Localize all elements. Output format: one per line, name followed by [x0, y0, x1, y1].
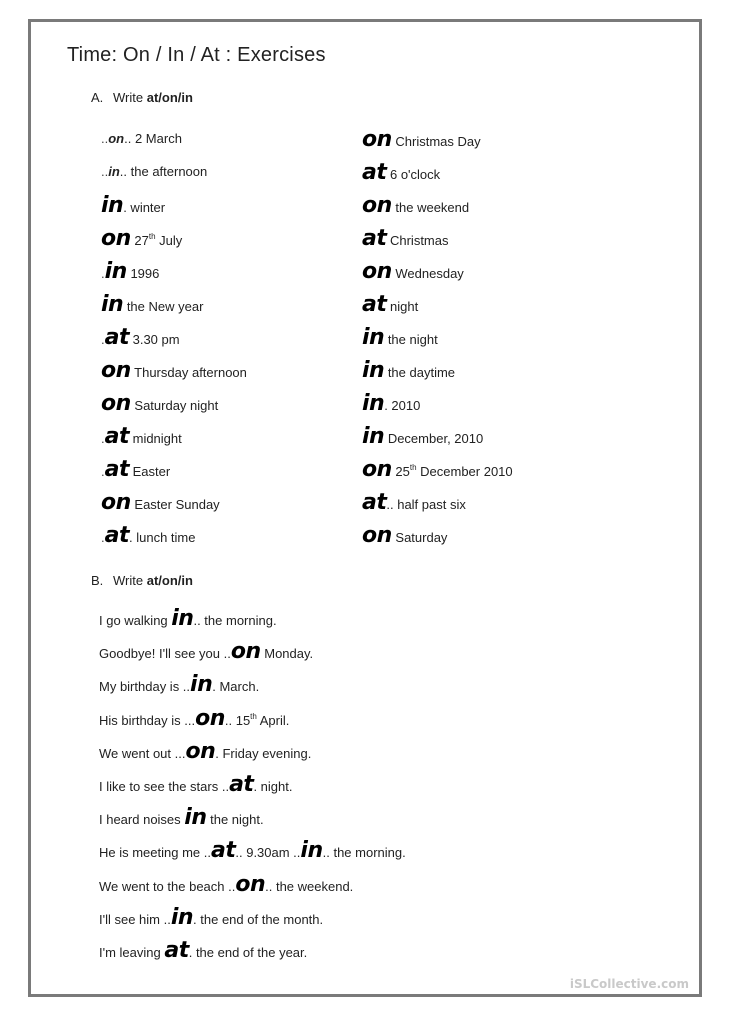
item-text: . lunch time [129, 530, 196, 545]
answer-word: on [101, 490, 131, 515]
section-b-bold: at/on/in [146, 573, 193, 588]
superscript: th [250, 711, 257, 721]
sentence-text: I heard noises [99, 812, 185, 828]
section-a-bold: at/on/in [146, 90, 193, 105]
item-text: Wednesday [391, 266, 464, 281]
right-column-item [362, 160, 441, 185]
item-text: 3.30 pm [129, 332, 180, 347]
dots: . [101, 530, 105, 545]
answer-word: in [362, 358, 385, 383]
answer-word: on [101, 226, 131, 251]
left-column-item [101, 424, 182, 449]
answer-word: in [190, 672, 213, 698]
item-text: 27 [130, 233, 149, 248]
answer-word: at [211, 838, 236, 864]
item-text: the daytime [384, 365, 456, 380]
sentence-text: I'm leaving [99, 945, 165, 960]
right-column-item [362, 523, 448, 548]
right-column-item [362, 490, 466, 515]
sentence-text: We went out ... [99, 745, 186, 761]
section-b-number: B. [91, 573, 104, 588]
sentence-text: . March. [212, 679, 260, 695]
sentence-item [99, 639, 314, 665]
item-text: .. half past six [386, 497, 466, 512]
left-column-item [101, 292, 204, 317]
left-column-item [101, 226, 183, 251]
dots: . [101, 464, 105, 479]
answer-word: at [362, 226, 387, 251]
right-column-item [362, 424, 484, 449]
answer-word: in [104, 259, 127, 284]
page-title: Time: On / In / At : Exercises [67, 44, 326, 66]
item-text: Saturday [391, 530, 448, 545]
answer-word: in [300, 838, 323, 864]
sentence-text: My birthday is .. [99, 679, 191, 695]
sentence-item [99, 871, 354, 897]
sentence-text: His birthday is ... [99, 712, 196, 728]
answer-word: at [104, 457, 129, 482]
left-column-item [101, 131, 182, 149]
item-text: . 2010 [384, 398, 421, 413]
answer-word: at [104, 523, 129, 548]
item-text: Christmas [386, 233, 449, 248]
answer-word: on [235, 871, 266, 897]
answer-word: on [108, 131, 125, 146]
section-b-prefix: Write [113, 573, 147, 588]
answer-word: on [362, 193, 392, 218]
answer-word: on [362, 127, 392, 152]
superscript: th [409, 463, 417, 472]
right-column-item [362, 358, 456, 383]
sentence-text: . the end of the month. [193, 911, 324, 927]
item-text: .. 2 March [124, 131, 182, 146]
right-column-item [362, 292, 419, 317]
answer-word: in [170, 904, 194, 930]
sentence-text: He is meeting me .. [99, 845, 211, 861]
sentence-item [99, 772, 293, 797]
item-text: .. the afternoon [119, 164, 208, 179]
sentence-item [99, 606, 277, 631]
item-text: night [386, 299, 419, 314]
left-column-item [101, 358, 247, 383]
left-column-item [101, 391, 219, 416]
sentence-text: . Friday evening. [215, 745, 312, 761]
answer-word: in [101, 292, 124, 317]
right-column-item [362, 391, 421, 416]
watermark: iSLCollective.com [569, 977, 689, 991]
item-text: Thursday afternoon [130, 365, 247, 380]
sentence-text: I go walking [99, 613, 172, 628]
sentence-item [99, 672, 260, 698]
dots: .. [101, 131, 109, 146]
dots: .. [101, 164, 109, 179]
right-column-item [362, 457, 513, 482]
item-text: Christmas Day [391, 134, 481, 149]
left-column-item [101, 490, 220, 515]
sentence-text: the night. [206, 812, 264, 828]
answer-word: in [101, 193, 124, 218]
sentence-text: .. the morning. [193, 613, 277, 628]
answer-word: on [362, 523, 392, 548]
answer-word: on [101, 358, 131, 383]
item-text-tail: December 2010 [416, 464, 513, 479]
superscript: th [148, 232, 156, 241]
right-column-item [362, 193, 470, 218]
sentence-text: .. the morning. [322, 845, 406, 861]
sentence-text: .. 15 [224, 712, 251, 728]
answer-word: at [104, 325, 129, 350]
sentence-text: I like to see the stars .. [99, 779, 230, 794]
sentence-item [99, 938, 308, 963]
answer-word: at [164, 938, 189, 963]
answer-word: at [362, 490, 387, 515]
answer-word: in [184, 805, 207, 831]
left-column-item [101, 325, 180, 350]
item-text: the New year [123, 299, 204, 314]
dots: . [101, 266, 105, 281]
sentence-text: . night. [253, 779, 293, 794]
answer-word: on [362, 457, 392, 482]
item-text: Saturday night [130, 398, 219, 413]
answer-word: in [362, 325, 385, 350]
item-text: 1996 [126, 266, 160, 281]
right-column-item [362, 127, 481, 152]
sentence-text: Goodbye! I'll see you .. [99, 646, 231, 662]
left-column-item [101, 259, 160, 284]
answer-word: on [185, 738, 216, 764]
section-a-prefix: Write [113, 90, 147, 105]
answer-word: in [362, 424, 385, 449]
sentence-text: I'll see him .. [99, 911, 171, 927]
answer-word: at [362, 292, 387, 317]
sentence-item [99, 705, 290, 731]
right-column-item [362, 259, 464, 284]
item-text: 6 o'clock [386, 167, 441, 182]
sentence-text: . the end of the year. [188, 945, 308, 960]
sentence-text: .. 9.30am .. [235, 845, 301, 861]
sentence-item [99, 838, 406, 864]
dots: . [101, 332, 105, 347]
sentence-item [99, 904, 324, 930]
sentence-text: Monday. [260, 646, 314, 662]
dots: . [101, 431, 105, 446]
answer-word: at [362, 160, 387, 185]
section-a-heading [91, 90, 193, 105]
left-column-item [101, 193, 166, 218]
answer-word: on [195, 705, 225, 731]
left-column-item [101, 457, 171, 482]
sentence-text: .. the weekend. [265, 878, 354, 894]
answer-word: at [229, 772, 254, 797]
item-text: December, 2010 [384, 431, 484, 446]
sentence-text: We went to the beach .. [99, 878, 236, 894]
right-column-item [362, 226, 449, 251]
item-text: midnight [129, 431, 182, 446]
answer-word: in [362, 391, 385, 416]
answer-word: in [108, 164, 120, 179]
item-text-tail: July [155, 233, 183, 248]
item-text: . winter [123, 200, 166, 215]
sentence-item [99, 738, 312, 764]
item-text: Easter Sunday [130, 497, 220, 512]
section-b-heading [91, 573, 193, 588]
left-column-item [101, 164, 207, 182]
section-a-number: A. [91, 90, 104, 105]
left-column-item [101, 523, 196, 548]
answer-word: at [104, 424, 129, 449]
answer-word: in [171, 606, 194, 631]
sentence-item [99, 805, 264, 831]
answer-word: on [230, 639, 261, 665]
item-text: the weekend [391, 200, 470, 215]
answer-word: on [101, 391, 131, 416]
item-text: 25 [391, 464, 410, 479]
item-text: the night [384, 332, 438, 347]
right-column-item [362, 325, 438, 350]
sentence-text: April. [256, 712, 290, 728]
item-text: Easter [129, 464, 171, 479]
answer-word: on [362, 259, 392, 284]
